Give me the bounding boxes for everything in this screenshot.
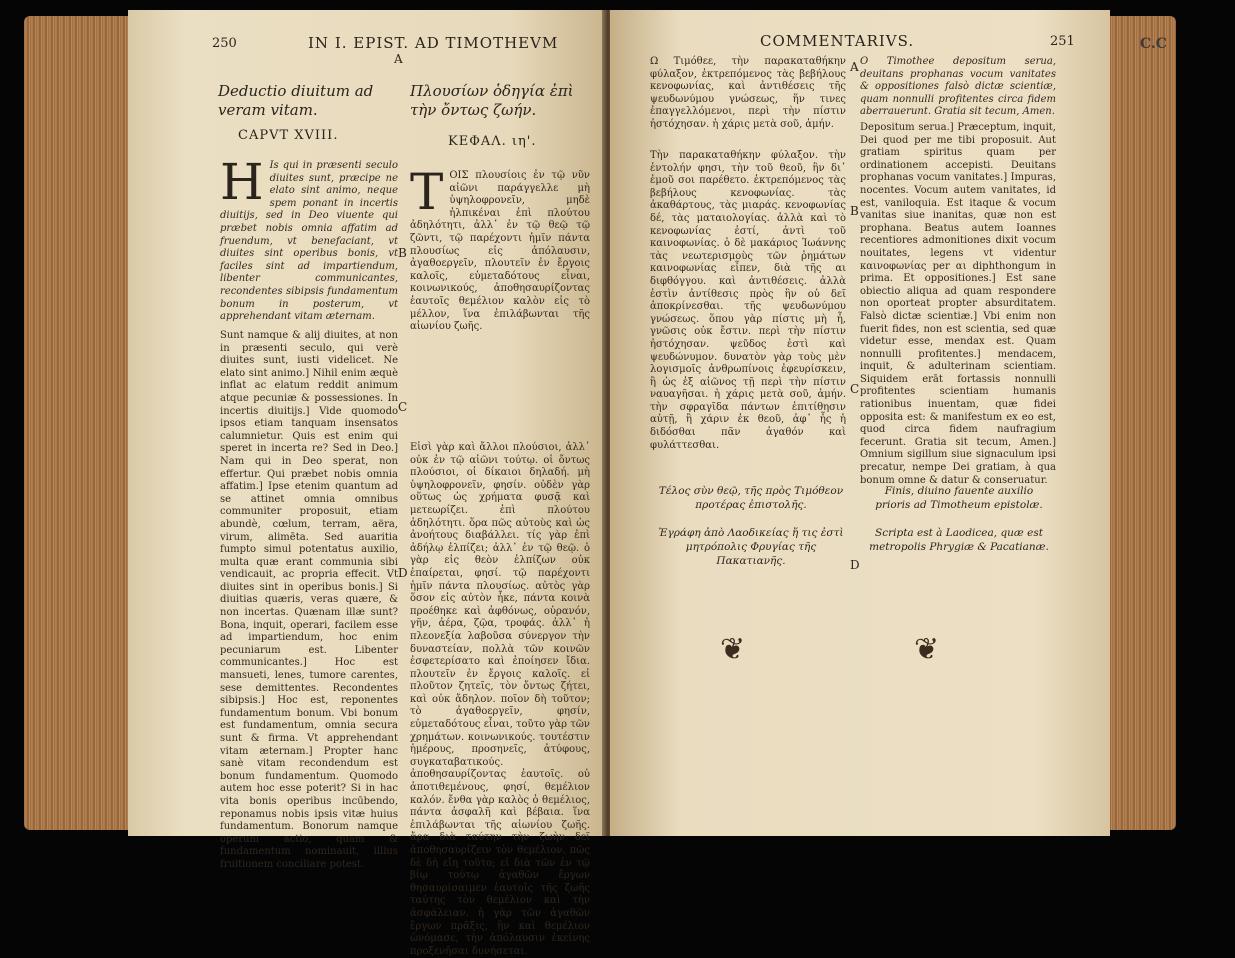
latin-colophon: Scripta est à Laodicea, quæ est metropolis Phrygiæ & Pacatianæ. — [869, 527, 1049, 553]
left-margin-letter-d: D — [398, 566, 408, 580]
greek-heading: Πλουσίων ὁδηγία ἐπὶ τὴν ὄντως ζωήν. — [410, 82, 574, 119]
open-book — [24, 10, 1176, 957]
right-greek-commentary: Τὴν παρακαταθήκην φύλαξον. τὴν ἐντολήν φησι, τὴν τοῦ θεοῦ, ἣν δι᾿ ἐμοῦ σοι παρέθετο. ἐκτρεπόμενος τὰς βεβήλους κενοφωνίας. τὰς ἀκαθάρτους, τὰς μιαράς. κενοφωνίας δέ, τὰς ματαιολογίας. ἀλλὰ καὶ τὸ κενοφωνίας ἐστί, ἀντὶ τοῦ καινοφωνίας. ὁ δὲ μακάριος Ἰωάννης τὰς νεωτερισμοὺς τῶν ῥημάτων καινοφωνίας εἶπεν, διὰ τῆς αι διφθόγγου. καὶ ἀντιθέσεις. ἀλλὰ ἐστὶν ἀντίθεσις πρὸς ἣν οὐ δεῖ ἀποκρίνεσθαι. τῆς ψευδωνύμου γνώσεως. ὅπου γὰρ πίστις μὴ ἦ, γνῶσις οὐκ ἔστιν. περὶ τὴν πίστιν ἠστόχησαν. ψεῦδος ἐστὶ καὶ ψευδώνυμον. δυνατὸν γὰρ τοὺς μὲν λογισμοῖς ἀνθρωπίνοις ἐφευρίσκειν, ἢ ὡς ἐξ αἰῶνος τῇ περὶ τὴν πίστιν ναυαγῆσαι. ἡ χάρις μετὰ σοῦ, ἀμήν. τὴν σφραγῖδα πάντων ἐπιτίθησιν αὐτῇ, ἢ χάριν ἐκ θεοῦ, ἀφ᾿ ἧς ἡ διδόσθαι πᾶν ἀγαθόν καὶ φυλάττεσθαι. — [650, 150, 846, 451]
greek-colophon: Ἐγράφη ἀπὸ Λαοδικείας ἥ τις ἐστὶ μητρόπολις Φρυγίας τῆς Πακατιανῆς. — [658, 527, 844, 567]
latin-intro — [220, 153, 398, 328]
fleuron-ornament-left: ❦ — [720, 632, 746, 667]
right-latin-intro: O Timothee depositum serua, deuitans prophanas vocum vanitates & oppositiones falsò dictæ scientiæ, quam nonnulli profitentes circa fidem aberrauerunt. Gratia sit tecum, Amen. — [860, 56, 1056, 118]
greek-caput: ΚΕΦΑΛ. ιη'. — [448, 134, 537, 149]
left-running-head: IN I. EPIST. AD TIMOTHEVM — [308, 34, 559, 52]
left-margin-letter-b: B — [398, 246, 407, 260]
greek-dropcap: Τ — [410, 163, 444, 221]
greek-commentary: Εἰσὶ γὰρ καὶ ἄλλοι πλούσιοι, ἀλλ᾿ οὐκ ἐν τῷ αἰῶνι τούτῳ. οἱ ὄντως πλούσιοι, οἱ δίκαιοι δηλαδή. μὴ ὑψηλοφρονεῖν, φησίν. οὐδὲν γὰρ οὕτως ὡς χρήματα φυσᾷ καὶ μετεωρίζει. ἐπὶ πλούτου ἀδηλότητι. ὅρα πῶς αὐτοὺς καὶ ὡς ἀνοήτους διαβάλλει. τίς γὰρ ἐπὶ ἀδήλῳ ἐλπίζει; ἀλλ᾿ ἐν τῷ θεῷ. ὁ γὰρ εἰς θεὸν ἐλπίζων οὐκ ἐπαίρεται, φησί. τῷ παρέχοντι ἡμῖν πάντα πλουσίως. αὐτὸς γὰρ ὅσον εἰς αὐτὸν ἧκε, πάντα κοινὰ προέθηκε καὶ ἀφθόνως, οὐρανόν, γῆν, ἀέρα, ζῷα, τροφάς. ἀλλ᾿ ἡ πλεονεξία λαβοῦσα σύνεργον τὴν δυναστείαν, πολλὰ τῶν κοινῶν ἐσφετερίσατο καὶ ἐποίησεν ἴδια. πλουτεῖν ἐν ἔργοις καλοῖς. εἰ πλοῦτον ζητεῖς, τὸν ὄντως ζήτει, καὶ οὐκ ἄδηλον. ποῖον δὴ τοῦτον; τὸ ἀγαθοεργεῖν, φησίν, εὐμεταδότους εἶναι, τοῦτο γὰρ τῶν χρημάτων. κοινωνικούς. τουτέστιν ἡμέρους, προσηνεῖς, ἀτύφους, συγκαταβατικούς. ἀποθησαυρίζοντας ἑαυτοῖς. οὐ ἀποτιθεμένους, φησί, θεμέλιον καλόν. ἔνθα γὰρ καλὸς ὁ θεμέλιος, πάντα ἀσφαλῆ καὶ βέβαια. ἵνα ἐπιλάβωνται τῆς αἰωνίου ζωῆς. ἄρα διὰ ταύτην τὴν ζωὴν δεῖ ἀποθησαυρίζειν τὸν θεμέλιον. πῶς δὲ δὴ εἴη τοῦτο; εἰ διὰ τῶν ἐν τῷ βίῳ τούτῳ ἀγαθῶν ἔργων θησαυρίσαιμεν ἑαυτοῖς τῆς ζωῆς ταύτης τὸν θεμέλιον καὶ τὴν ἀσφάλειαν. ἡ γὰρ τῶν ἀγαθῶν ἔργων πρᾶξις, ἣν καὶ θεμέλιον ὠνόμασε, τὴν ἀπόλαυσιν ἐκείνης προξενῆσαι δυνήσεται. — [410, 442, 590, 957]
left-margin-letter-c: C — [398, 400, 408, 414]
right-greek-intro: Ω Τιμόθεε, τὴν παρακαταθήκην φύλαξον, ἐκτρεπόμενος τὰς βεβήλους κενοφωνίας, καὶ ἀντιθέσεις τῆς ψευδωνύμου γνώσεως, ἥν τινες ἐπαγγελλόμενοι, περὶ τὴν πίστιν ἠστόχησαν. ἡ χάρις μετὰ σοῦ, ἀμήν. — [650, 56, 846, 130]
right-page — [610, 10, 1110, 836]
left-page-number: 250 — [212, 36, 237, 51]
right-margin-letter-d: D — [850, 558, 860, 572]
latin-dropcap: H — [220, 153, 264, 211]
right-edge-label: C.C — [1140, 36, 1167, 52]
fleuron-ornament-right: ❦ — [914, 632, 940, 667]
left-page-edges — [24, 16, 134, 830]
latin-commentary: Sunt namque & alij diuites, at non in præsenti seculo, qui verè diuites sunt, iusti videlicet. Ne elato sint animo.] Nihil enim æquè inflat ac elatum reddit animum atque pecuniæ & possessiones. In incertis diuitijs.] Vide quomodo ipsos etiam tanquam insensatos calumnietur. Quis est enim qui speret in incerta re? Sed in Deo.] Nam qui in Deo sperat, non effertur. Qui præbet nobis omnia affatim.] Ipse etenim quantum ad se attinet omnia omnibus communiter proposuit, etiam abundè, cœlum, terram, aëra, virum, alimēta. Sed auaritia fumpto simul potentatus auxilio, multa quæ erant communia sibi vendicauit, ac propria effecit. Vt diuites sint in operibus bonis.] Si diuitias quæris, veras quære, & non incertas. Quænam illæ sunt? Bona, inquit, operari, facilem esse ad impartiendum, hoc enim pecuniarum est. Libenter communicantes.] Hoc est mansueti, lenes, tumore carentes, sese demittentes. Recondentes sibipsis.] Hoc est, reponentes fundamentum bonum. Vbi bonum est fundamentum, omnia secura sunt & firma. Vt apprehendant vitam æternam.] Propter hanc sanè vitam recondendum est bonum fundamentum. Quomodo autem hoc esse poterit? Si in hac vita bonis operibus incūbendo, reponamus nobis ipsis vitæ huius fundamentum. Bonorum namque operum actio, quam & fundamentum nominauit, illius fruitionem conciliare potest. — [220, 330, 398, 870]
right-latin-commentary: Depositum serua.] Præceptum, inquit, Dei quod per me tibi proposuit. Aut gratiam spiritus quam per ordinationem accepisti. Deuitans prophanas vocum vanitates.] Impuras, nocentes. Vocum autem vanitates, id est, vaniloquia. Est itaque & vocum vanitas siue inanitas, quæ non est prophana. Beatus autem Ioannes recentiores admonitiones dixit vocum nouitates, legens vt videntur καινοφωνίας per αι diphthongum in prima. Et oppositiones.] Est sane obiectio aliqua ad quam respondere non oporteat propter absurditatem. Falsò dictæ scientiæ.] Vbi enim non fuerit fides, non est scientia, sed quæ videtur esse, mendax est. Quam nonnulli profitentes.] mendacem, inquit, & adulterinam scientiam. Siquidem erāt fortassis nonnulli profitentes scientiam humanis rationibus inuentam, quæ fidei opposita est: & manifestum ex eo est, quod circa fidem naufragium fecerunt. Gratia sit tecum, Amen.] Omnium sigillum siue signaculum ipsi precatur, nempe Dei gratiam, à qua bonum omne & datur & conseruatur. — [860, 122, 1056, 486]
greek-ending: Τέλος σὺν θεῷ, τῆς πρὸς Τιμόθεον προτέρας ἐπιστολῆς. — [658, 485, 844, 511]
right-page-number: 251 — [1050, 34, 1075, 49]
greek-intro — [410, 163, 590, 430]
latin-heading: Deductio diuitum ad veram vitam. — [218, 82, 374, 119]
latin-ending: Finis, diuino fauente auxilio prioris ad Timotheum epistolæ. — [875, 485, 1043, 511]
latin-intro-text: Is qui in præsenti seculo diuites sunt, præcipe ne elato sint animo, neque spem ponant in incertis diuitijs, sed in Deo viuente qui præbet nobis omnia affatim ad fruendum, vt benefaciant, vt diuites sint operibus bonis, vt faciles sint ad impartiendum, libenter communicantes, recondentes sibipsis fundamentum bonum in posterum, vt apprehendant vitam æternam. — [220, 160, 398, 323]
right-running-head: COMMENTARIVS. — [760, 32, 915, 50]
right-page-edges — [1106, 16, 1176, 830]
left-page — [128, 10, 606, 957]
greek-intro-text: ΟΙΣ πλουσίοις ἐν τῷ νῦν αἰῶνι παράγγελλε μὴ ὑψηλοφρονεῖν, μηδὲ ἠλπικέναι ἐπὶ πλούτου ἀδηλότητι, ἀλλ᾿ ἐν τῷ θεῷ τῷ ζῶντι, τῷ παρέχοντι ἡμῖν πάντα πλουσίως εἰς ἀπόλαυσιν, ἀγαθοεργεῖν, πλουτεῖν ἐν ἔργοις καλοῖς, εὐμεταδότους εἶναι, κοινωνικούς, ἀποθησαυρίζοντας ἑαυτοῖς θεμέλιον καλὸν εἰς τὸ μέλλον, ἵνα ἐπιλάβωνται τῆς αἰωνίου ζωῆς. — [410, 170, 590, 333]
right-margin-letter-b: B — [850, 204, 859, 218]
left-section-letter-top: A — [394, 52, 403, 66]
latin-caput: CAPVT XVIII. — [238, 128, 339, 143]
right-margin-letter-a: A — [850, 60, 859, 74]
right-margin-letter-c: C — [850, 382, 860, 396]
